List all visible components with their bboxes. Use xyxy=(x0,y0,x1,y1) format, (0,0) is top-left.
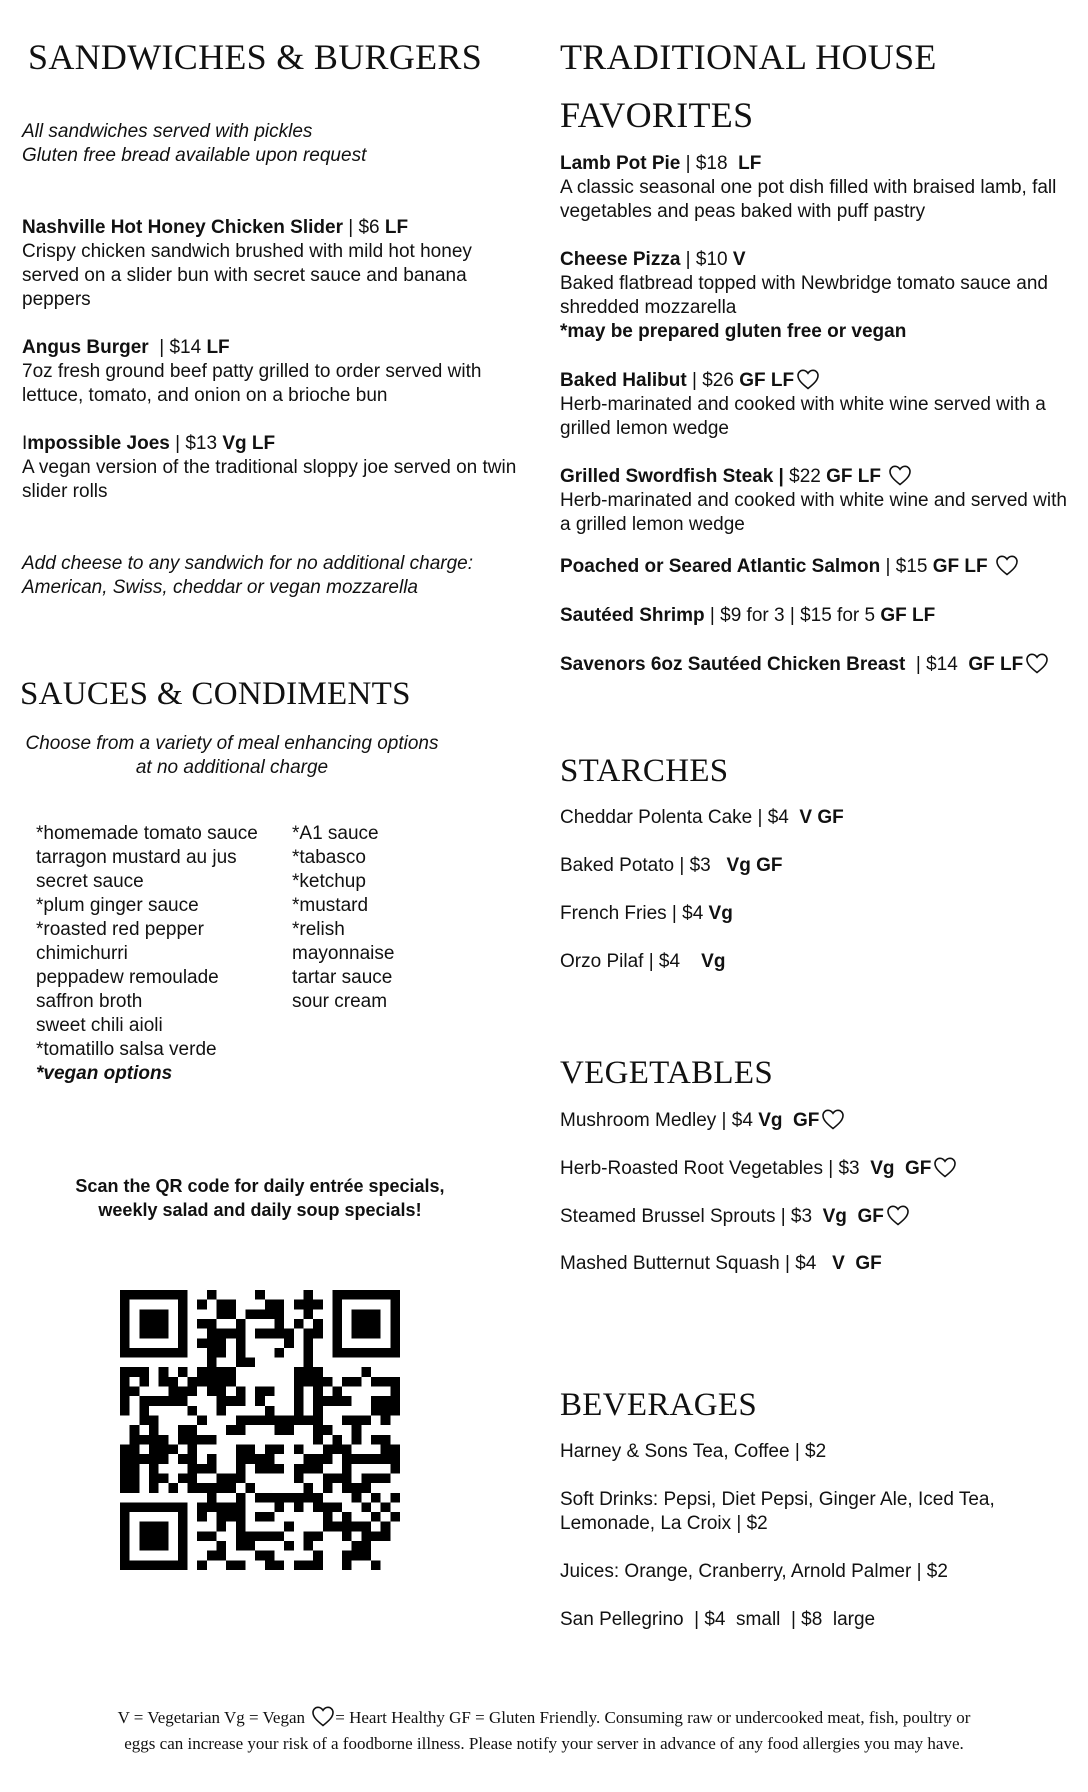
list-item: peppadew remoulade xyxy=(36,967,219,988)
sauces-intro xyxy=(22,732,442,780)
sauces-heading: SAUCES & CONDIMENTS xyxy=(20,676,411,712)
sandwich-item xyxy=(22,336,522,408)
item-price: | $15 xyxy=(880,556,933,577)
item-name: Baked Potato | $3 xyxy=(560,855,727,876)
item-price: $22 xyxy=(789,466,827,487)
item-tags: LF xyxy=(384,217,409,238)
favorite-item xyxy=(560,604,1070,628)
footer-legend xyxy=(0,1705,1088,1757)
list-item: sour cream xyxy=(292,991,388,1012)
item-tags: GF LF xyxy=(880,605,936,626)
list-item xyxy=(560,1204,1070,1252)
beverages-list xyxy=(560,1440,1060,1632)
sauce-column-2 xyxy=(292,822,394,1014)
list-item: *homemade tomato sauce xyxy=(36,823,258,844)
list-item xyxy=(560,902,1070,950)
list-item: San Pellegrino | $4 small | $8 large xyxy=(560,1609,876,1630)
favorite-item xyxy=(560,248,1070,344)
item-description: Crispy chicken sandwich brushed with mild hot honey served on a slider bun with secret sauce and banana peppers xyxy=(22,241,472,310)
sauce-column-1 xyxy=(36,822,258,1086)
list-item: *relish xyxy=(292,919,345,940)
sandwich-item xyxy=(22,216,522,312)
item-name: Baked Halibut xyxy=(560,370,687,391)
item-name: Mushroom Medley | $4 xyxy=(560,1110,759,1131)
list-item: *tomatillo salsa verde xyxy=(36,1039,217,1060)
heart-outline-icon xyxy=(886,1204,910,1226)
heading-line: FAVORITES xyxy=(560,95,754,135)
item-description: A vegan version of the traditional sloppy joe served on twin slider rolls xyxy=(22,457,517,502)
list-item: *tabasco xyxy=(292,847,366,868)
intro-line: Choose from a variety of meal enhancing options xyxy=(25,733,439,754)
item-tags: GF LF xyxy=(968,654,1024,675)
item-name: Orzo Pilaf | $4 xyxy=(560,951,702,972)
sandwiches-notes xyxy=(22,120,522,168)
heart-outline-icon xyxy=(933,1156,957,1178)
item-name: Herb-Roasted Root Vegetables | $3 xyxy=(560,1158,871,1179)
list-item xyxy=(560,854,1070,902)
vegetables-list xyxy=(560,1108,1070,1300)
list-item xyxy=(560,806,1070,854)
item-name: Cheddar Polenta Cake | $4 xyxy=(560,807,800,828)
favorite-item xyxy=(560,554,1070,579)
vegan-options-note: *vegan options xyxy=(36,1063,173,1084)
heart-outline-icon xyxy=(1025,652,1049,674)
item-name: Grilled Swordfish Steak | xyxy=(560,466,790,487)
heart-outline-icon xyxy=(821,1108,845,1130)
item-name: French Fries | $4 xyxy=(560,903,709,924)
vegetables-heading: VEGETABLES xyxy=(560,1055,774,1091)
item-price: | $6 xyxy=(342,217,385,238)
item-tags: Vg GF xyxy=(822,1206,884,1227)
item-name: Mashed Butternut Squash | $4 xyxy=(560,1253,833,1274)
list-item: saffron broth xyxy=(36,991,143,1012)
intro-line: at no additional charge xyxy=(135,757,329,778)
item-name: Lamb Pot Pie xyxy=(560,153,681,174)
item-tags: Vg LF xyxy=(222,433,276,454)
favorite-item xyxy=(560,368,1070,441)
item-price: | $26 xyxy=(686,370,740,391)
item-tags: Vg xyxy=(708,903,733,924)
item-price: | $18 xyxy=(680,153,739,174)
qr-caption-line: Scan the QR code for daily entrée specials, xyxy=(75,1176,445,1196)
favorites-heading xyxy=(560,28,937,144)
item-price: | $10 xyxy=(680,249,733,270)
item-tags: V GF xyxy=(799,807,844,828)
item-description: A classic seasonal one pot dish filled with braised lamb, fall vegetables and peas baked with puff pastry xyxy=(560,177,1057,222)
favorite-item xyxy=(560,152,1070,224)
starches-list xyxy=(560,806,1070,998)
qr-code-icon[interactable] xyxy=(120,1290,400,1570)
item-note: *may be prepared gluten free or vegan xyxy=(560,321,907,342)
footer-line: eggs can increase your risk of a foodborne illness. Please notify your server in advance of any food allergies you may have. xyxy=(124,1734,964,1753)
addon-line: Add cheese to any sandwich for no additional charge: xyxy=(22,553,474,574)
legend-text: = Heart Healthy GF = Gluten Friendly. Consuming raw or undercooked meat, fish, poultry or xyxy=(335,1708,971,1727)
item-tags: Vg xyxy=(701,951,726,972)
sandwiches-heading: SANDWICHES & BURGERS xyxy=(28,37,483,77)
item-tags: V xyxy=(732,249,746,270)
item-description: Baked flatbread topped with Newbridge tomato sauce and shredded mozzarella xyxy=(560,273,1048,318)
item-price: | $13 xyxy=(169,433,223,454)
item-tags: GF LF xyxy=(932,556,993,577)
item-tags: Vg GF xyxy=(758,1110,820,1131)
note-gluten-free: Gluten free bread available upon request xyxy=(22,145,367,166)
item-name: Angus Burger xyxy=(22,337,149,358)
list-item: secret sauce xyxy=(36,871,144,892)
item-name-prefix: I xyxy=(22,433,28,454)
legend-text: V = Vegetarian Vg = Vegan xyxy=(117,1708,310,1727)
list-item: Harney & Sons Tea, Coffee | $2 xyxy=(560,1441,827,1462)
cheese-addon xyxy=(22,552,522,600)
heart-outline-icon xyxy=(888,464,912,486)
item-name: Steamed Brussel Sprouts | $3 xyxy=(560,1206,823,1227)
item-tags: GF LF xyxy=(739,370,795,391)
item-price: | $9 for 3 | $15 for 5 xyxy=(704,605,881,626)
item-name: Poached or Seared Atlantic Salmon xyxy=(560,556,881,577)
item-name: Cheese Pizza xyxy=(560,249,681,270)
note-pickles: All sandwiches served with pickles xyxy=(22,121,313,142)
footer-line xyxy=(0,1705,1088,1731)
heart-outline-icon xyxy=(311,1705,335,1727)
starches-heading: STARCHES xyxy=(560,753,729,789)
item-description: 7oz fresh ground beef patty grilled to order served with lettuce, tomato, and onion on a brioche bun xyxy=(22,361,482,406)
item-name: Nashville Hot Honey Chicken Slider xyxy=(22,217,343,238)
list-item: *mustard xyxy=(292,895,369,916)
item-price: | $14 xyxy=(148,337,207,358)
list-item: chimichurri xyxy=(36,943,128,964)
list-item: mayonnaise xyxy=(292,943,395,964)
item-tags: GF LF xyxy=(826,466,887,487)
sandwich-item xyxy=(22,432,522,504)
beverages-heading: BEVERAGES xyxy=(560,1387,758,1423)
list-item xyxy=(560,1156,1070,1204)
list-item: *A1 sauce xyxy=(292,823,379,844)
heart-outline-icon xyxy=(796,368,820,390)
list-item: *plum ginger sauce xyxy=(36,895,199,916)
list-item: Juices: Orange, Cranberry, Arnold Palmer | $2 xyxy=(560,1561,948,1582)
item-name: Sautéed Shrimp xyxy=(560,605,705,626)
item-price: | $14 xyxy=(905,654,969,675)
heading-line: TRADITIONAL HOUSE xyxy=(560,37,937,77)
item-description: Herb-marinated and cooked with white wine served with a grilled lemon wedge xyxy=(560,394,1046,439)
item-tags: Vg GF xyxy=(726,855,783,876)
item-name: Savenors 6oz Sautéed Chicken Breast xyxy=(560,654,906,675)
item-tags: V GF xyxy=(832,1253,882,1274)
list-item: *ketchup xyxy=(292,871,366,892)
heart-outline-icon xyxy=(995,554,1019,576)
list-item: tarragon mustard au jus xyxy=(36,847,237,868)
favorite-item xyxy=(560,464,1070,537)
addon-line: American, Swiss, cheddar or vegan mozzarella xyxy=(22,577,419,598)
list-item: *roasted red pepper xyxy=(36,919,204,940)
item-tags: LF xyxy=(738,153,762,174)
item-tags: LF xyxy=(206,337,230,358)
item-tags: Vg GF xyxy=(870,1158,932,1179)
list-item: sweet chili aioli xyxy=(36,1015,163,1036)
list-item xyxy=(560,1108,1070,1156)
qr-caption-line: weekly salad and daily soup specials! xyxy=(98,1200,422,1220)
list-item: tartar sauce xyxy=(292,967,393,988)
list-item: Soft Drinks: Pepsi, Diet Pepsi, Ginger Ale, Iced Tea, Lemonade, La Croix | $2 xyxy=(560,1489,995,1534)
favorite-item xyxy=(560,652,1080,677)
list-item xyxy=(560,950,1070,998)
item-name: mpossible Joes xyxy=(27,433,170,454)
list-item xyxy=(560,1252,1070,1300)
item-description: Herb-marinated and cooked with white wine and served with a grilled lemon wedge xyxy=(560,490,1067,535)
qr-caption xyxy=(30,1174,490,1222)
